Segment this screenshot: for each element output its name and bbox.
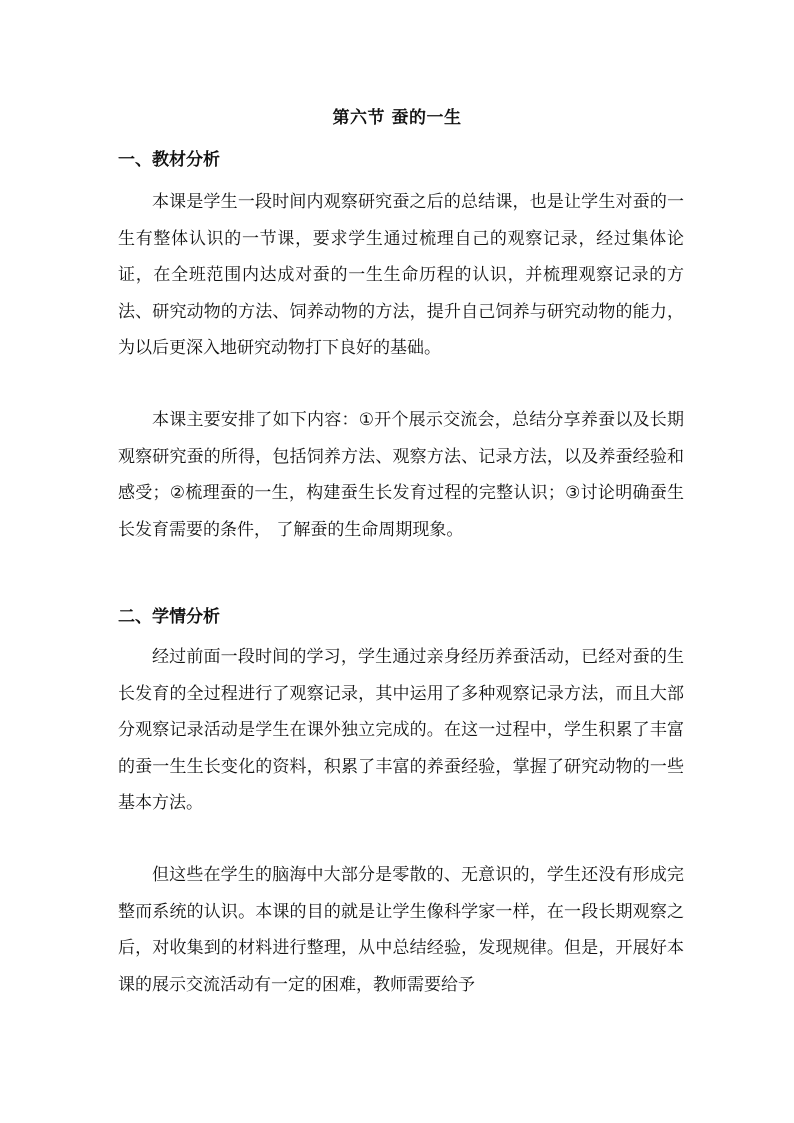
section-heading-textbook-analysis: 一、教材分析 bbox=[118, 150, 220, 170]
section-heading-learner-analysis: 二、学情分析 bbox=[118, 607, 220, 627]
paragraph-textbook-analysis-2: 本课主要安排了如下内容：①开个展示交流会，总结分享养蚕以及长期观察研究蚕的所得，包括饲养方法、观察方法、记录方法，以及养蚕经验和感受；②梳理蚕的一生，构建蚕生长发育过程的完整认识；③讨论明确蚕生长发育需要的条件， 了解蚕的生命周期现象。 bbox=[118, 410, 684, 540]
paragraph-textbook-analysis-1: 本课是学生一段时间内观察研究蚕之后的总结课，也是让学生对蚕的一生有整体认识的一节课，要求学生通过梳理自己的观察记录，经过集体论证，在全班范围内达成对蚕的一生生命历程的认识，并梳理观察记录的方法、研究动物的方法、饲养动物的方法，提升自己饲养与研究动物的能力，为以后更深入地研究动物打下良好的基础。 bbox=[118, 192, 684, 358]
paragraph-learner-analysis-1: 经过前面一段时间的学习，学生通过亲身经历养蚕活动，已经对蚕的生长发育的全过程进行了观察记录，其中运用了多种观察记录方法，而且大部分观察记录活动是学生在课外独立完成的。在这一过程中，学生积累了丰富的蚕一生生长变化的资料，积累了丰富的养蚕经验，掌握了研究动物的一些基本方法。 bbox=[118, 647, 684, 813]
paragraph-learner-analysis-2: 但这些在学生的脑海中大部分是零散的、无意识的，学生还没有形成完整而系统的认识。本课的目的就是让学生像科学家一样，在一段长期观察之后，对收集到的材料进行整理，从中总结经验，发现规律。但是，开展好本课的展示交流活动有一定的困难，教师需要给予 bbox=[118, 865, 684, 995]
document-title: 第六节 蚕的一生 bbox=[332, 108, 462, 128]
